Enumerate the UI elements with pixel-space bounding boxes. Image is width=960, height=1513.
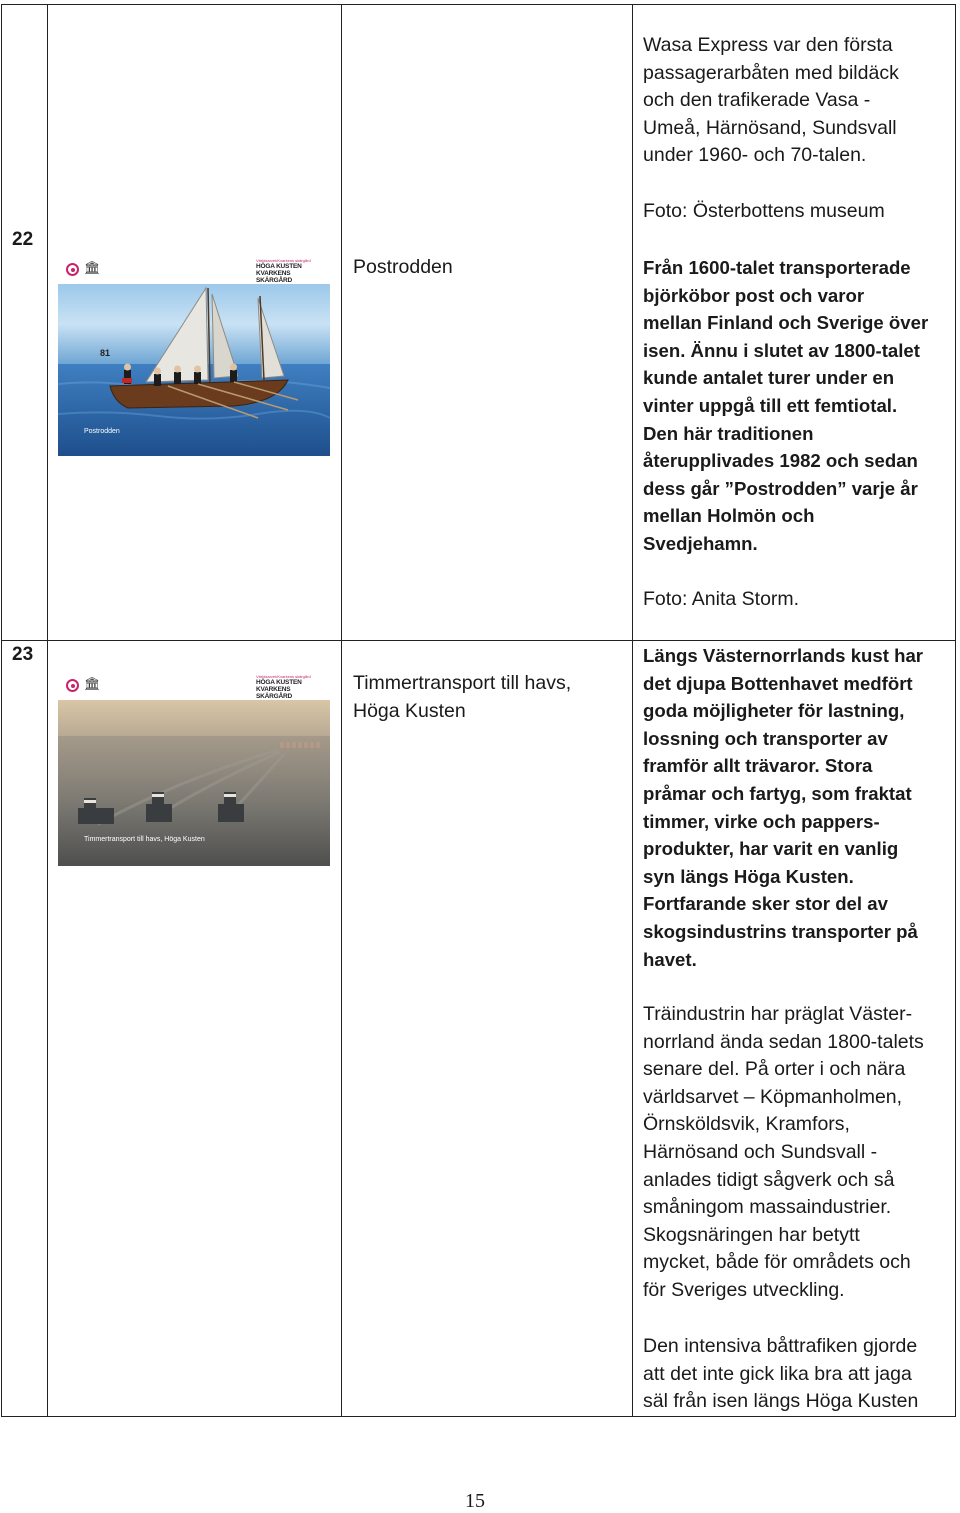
text-line: Umeå, Härnösand, Sundsvall (643, 116, 897, 139)
text-line: skogsindustrins transporter på (643, 920, 918, 942)
text-line: Örnsköldsvik, Kramfors, (643, 1113, 850, 1136)
text-line: lossning och transporter av (643, 727, 888, 749)
thumbnail-caption: Postrodden (84, 428, 120, 435)
row-paragraph (643, 1001, 948, 1305)
page-number: 15 (465, 1490, 485, 1512)
text-line: kunde antalet turer under en (643, 367, 895, 389)
thumbnail-logos (66, 674, 330, 700)
row-paragraph (643, 1333, 948, 1416)
photo-credit: Foto: Anita Storm. (643, 588, 800, 610)
text-line: produkter, har varit en vanlig (643, 838, 899, 860)
text-line: Längs Västernorrlands kust har (643, 645, 924, 666)
row-title (353, 670, 571, 725)
brand-logo (256, 258, 320, 284)
table-border-top (1, 4, 956, 5)
row-number: 23 (12, 644, 34, 665)
brand-line: HÖGA KUSTEN (256, 679, 302, 686)
row-description (643, 254, 948, 558)
text-line: mellan Holmön och (643, 505, 815, 527)
text-line: Den här traditionen (643, 422, 814, 444)
text-line: Fortfarande sker stor del av (643, 893, 888, 915)
column-border-left (1, 4, 2, 1417)
text-line: och den trafikerade Vasa - (643, 89, 871, 112)
text-line: isen. Ännu i slutet av 1800-talet (643, 339, 920, 361)
museum-icon: 🏛︎ (84, 260, 101, 275)
text-line: under 1960- och 70-talen. (643, 144, 867, 167)
text-line: att det inte gick lika bra att jaga (643, 1362, 912, 1385)
text-line: världsarvet – Köpmanholmen, (643, 1085, 903, 1108)
thumbnail-timmertransport (58, 674, 330, 872)
text-line: vinter uppgå till ett femtiotal. (643, 394, 898, 416)
text-line: Från 1600-talet transporterade (643, 257, 911, 278)
sailboat-photo (58, 284, 330, 456)
text-line: björköbor post och varor (643, 284, 865, 306)
brand-line: KVARKENS SKÄRGÅRD (256, 686, 292, 700)
timber-ships-photo (58, 700, 330, 866)
column-divider-title (632, 4, 633, 1417)
column-divider-number (47, 4, 48, 1417)
text-line: senare del. På orter i och nära (643, 1058, 906, 1081)
text-line: Den intensiva båttrafiken gjorde (643, 1335, 918, 1357)
column-divider-image (341, 4, 342, 1417)
text-line: norrland ända sedan 1800-talets (643, 1030, 924, 1053)
thumbnail-postrodden (58, 258, 330, 456)
intro-text (643, 32, 948, 225)
text-line: återupplivades 1982 och sedan (643, 450, 918, 472)
text-line: framför allt trävaror. Stora (643, 755, 873, 777)
row-title (353, 254, 453, 282)
table-border-bottom (1, 1416, 956, 1417)
text-line: dess går ”Postrodden” varje år (643, 477, 918, 499)
row-number: 22 (12, 229, 34, 250)
photo-credit: Foto: Österbottens museum (643, 199, 885, 222)
text-line: Träindustrin har präglat Väster- (643, 1003, 913, 1025)
text-line: syn längs Höga Kusten. (643, 865, 854, 887)
text-line: det djupa Bottenhavet medfört (643, 672, 913, 694)
brand-small: Världsarvet/Kvarkens skärgård (256, 674, 311, 679)
text-line: säl från isen längs Höga Kusten (643, 1390, 919, 1413)
title-line: Postrodden (353, 256, 453, 278)
heritage-emblem-icon (66, 263, 79, 276)
text-line: timmer, virke och pappers- (643, 810, 880, 832)
sail-number: 81 (100, 348, 111, 358)
row-description (643, 642, 948, 973)
title-line: Timmertransport till havs, (353, 672, 572, 694)
text-line: Wasa Express var den första (643, 34, 893, 56)
heritage-emblem-icon (66, 679, 79, 692)
brand-line: KVARKENS SKÄRGÅRD (256, 270, 292, 284)
text-line: småningom massaindustrier. (643, 1196, 892, 1219)
text-line: goda möjligheter för lastning, (643, 700, 905, 722)
text-line: Svedjehamn. (643, 532, 758, 554)
text-line: mellan Finland och Sverige över (643, 312, 929, 334)
text-line: anlades tidigt sågverk och så (643, 1168, 895, 1191)
thumbnail-logos (66, 258, 330, 284)
column-border-right (955, 4, 956, 1417)
row-divider-23 (1, 640, 956, 641)
brand-logo (256, 674, 320, 700)
text-line: för Sveriges utveckling. (643, 1278, 845, 1301)
text-line: Härnösand och Sundsvall - (643, 1140, 878, 1163)
text-line: havet. (643, 948, 697, 970)
text-line: Skogsnäringen har betytt (643, 1223, 860, 1246)
brand-small: Världsarvet/Kvarkens skärgård (256, 258, 311, 263)
text-line: mycket, både för områdets och (643, 1251, 911, 1274)
brand-line: HÖGA KUSTEN (256, 263, 302, 270)
thumbnail-caption: Timmertransport till havs, Höga Kusten (84, 836, 205, 843)
title-line: Höga Kusten (353, 699, 466, 722)
museum-icon: 🏛︎ (84, 676, 101, 691)
text-line: passagerarbåten med bildäck (643, 61, 899, 84)
text-line: pråmar och fartyg, som fraktat (643, 782, 912, 804)
